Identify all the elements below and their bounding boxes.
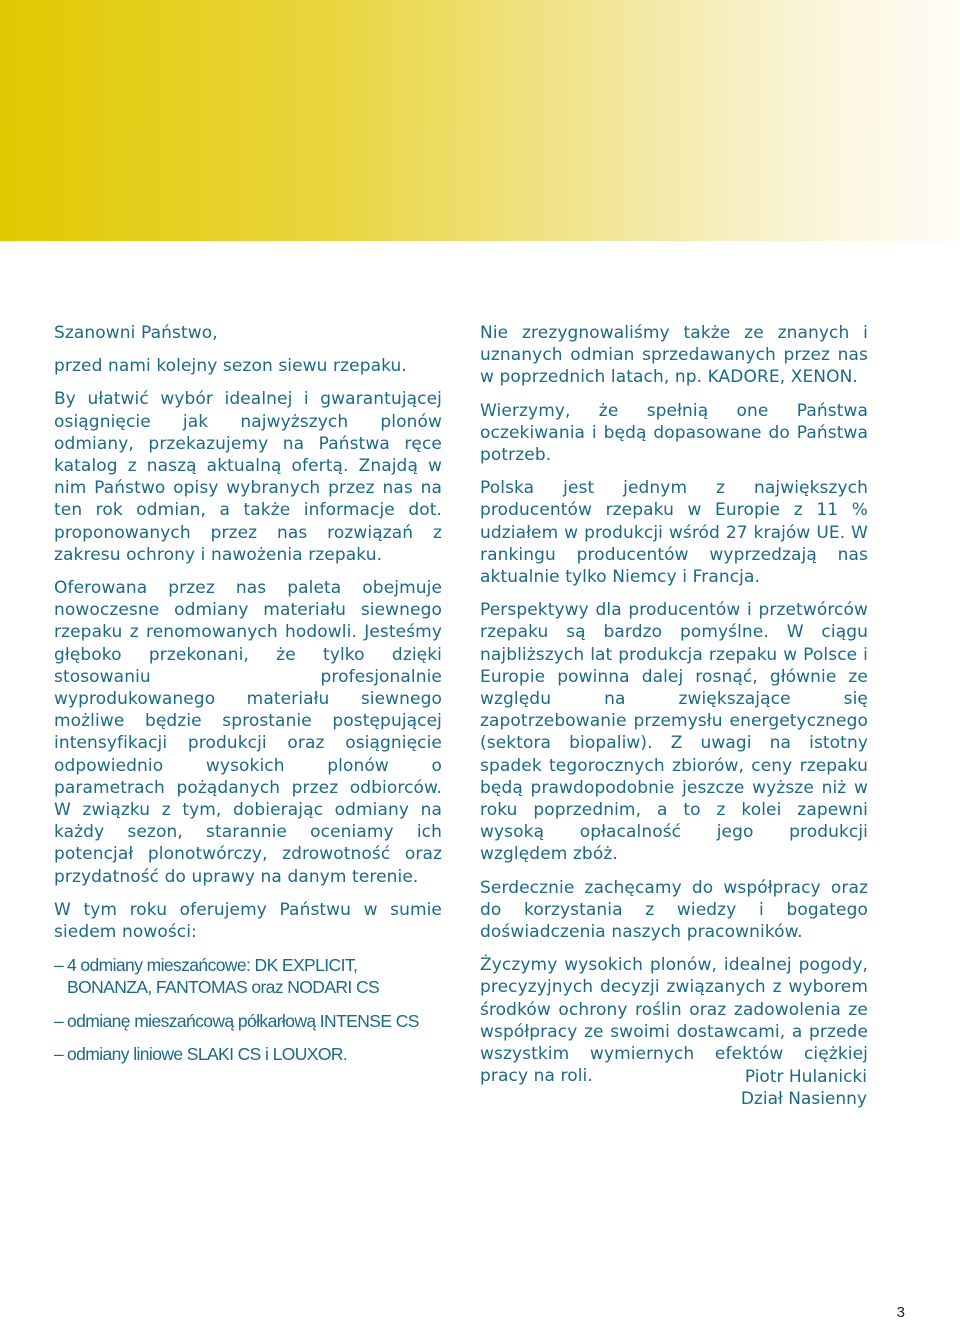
right-text-column — [480, 322, 868, 1099]
list-item-text: odmiany liniowe SLAKI CS i LOUXOR. — [67, 1043, 348, 1064]
list-item — [54, 1010, 442, 1032]
header-gradient-banner — [0, 0, 960, 241]
list-dash: – — [54, 1010, 64, 1031]
left-text-column — [54, 322, 442, 1076]
signature-name: Piotr Hulanicki — [744, 1067, 867, 1087]
paragraph-offer: Oferowana przez nas paleta obejmuje nowoczesne odmiany materiału siewnego rzepaku z renomowanych hodowli. Jesteśmy głęboko przekonani, że tylko dzięki stosowaniu profesjonalnie wyprodukowanego materiału siewnego możliwe będzie sprostanie postępującej intensyfikacji produkcji oraz osiągnięcie odpowiednio wysokich plonów o parametrach pożądanych przez odbiorców. W związku z tym, dobierając odmiany na każdy sezon, starannie oceniamy ich potencjał plonotwórczy, zdrowotność oraz przydatność do uprawy na danym terenie. — [54, 578, 442, 887]
paragraph-expectations: Wierzymy, że spełnią one Państwa oczekiwania i będą dopasowane do Państwa potrzeb. — [480, 400, 868, 466]
list-item-text: 4 odmiany mieszańcowe: DK EXPLICIT, BONANZA, FANTOMAS oraz NODARI CS — [67, 955, 380, 998]
list-dash: – — [54, 955, 64, 976]
paragraph-cooperation: Serdecznie zachęcamy do współpracy oraz do korzystania z wiedzy i bogatego doświadczenia naszych pracowników. — [480, 877, 868, 943]
signature-department: Dział Nasienny — [740, 1089, 867, 1110]
list-item-text: odmianę mieszańcową półkarłową INTENSE CS — [67, 1010, 419, 1031]
paragraph-perspectives: Perspektywy dla producentów i przetwórców rzepaku są bardzo pomyślne. W ciągu najbliższych lat produkcja rzepaku w Polsce i Europie powinna dalej rosnąć, głównie ze względu na zwiększające się zapotrzebowanie przemysłu energetycznego (sektora biopaliw). Z uwagi na istotny spadek tegorocznych zbiorów, ceny rzepaku będą prawdopodobnie jeszcze wyższe niż w roku poprzednim, a to z kolei zapewni wysoką opłacalność jego produkcji względem zbóż. — [480, 600, 868, 865]
list-dash: – — [54, 1043, 64, 1064]
paragraph-catalog-intro: By ułatwić wybór idealnej i gwarantującej osiągnięcie jak najwyższych plonów odmiany, przekazujemy na Państwa ręce katalog z naszą aktualną ofertą. Znajdą w nim Państwo opisy wybranych przez nas na ten rok odmian, a także informacje dot. proponowanych przez nas rozwiązań z zakresu ochrony i nawożenia rzepaku. — [54, 389, 442, 565]
signature-block — [741, 1066, 867, 1110]
paragraph-known-varieties: Nie zrezygnowaliśmy także ze znanych i uznanych odmian sprzedawanych przez nas w poprzednich latach, np. KADORE, XENON. — [480, 323, 868, 388]
page-number: 3 — [896, 1304, 905, 1321]
paragraph-poland-production: Polska jest jednym z największych producentów rzepaku w Europie z 11 % udziałem w produkcji wśród 27 krajów UE. W rankingu producentów wyprzedzają nas aktualnie tylko Niemcy i Francja. — [480, 478, 868, 588]
intro-line: przed nami kolejny sezon siewu rzepaku. — [54, 356, 407, 377]
paragraph-novelties-intro: W tym roku oferujemy Państwu w sumie siedem nowości: — [54, 899, 442, 943]
greeting: Szanowni Państwo, — [54, 323, 218, 343]
list-item — [54, 1043, 442, 1065]
list-item — [54, 954, 442, 998]
paragraph-wishes: Życzymy wysokich plonów, idealnej pogody, precyzyjnych decyzji związanych z wyborem środków ochrony roślin oraz zadowolenia ze współpracy ze swoimi dostawcami, a przede wszystkim wymiernych efektów ciężkiej pracy na roli. — [480, 955, 868, 1087]
novelties-list — [54, 954, 442, 1065]
